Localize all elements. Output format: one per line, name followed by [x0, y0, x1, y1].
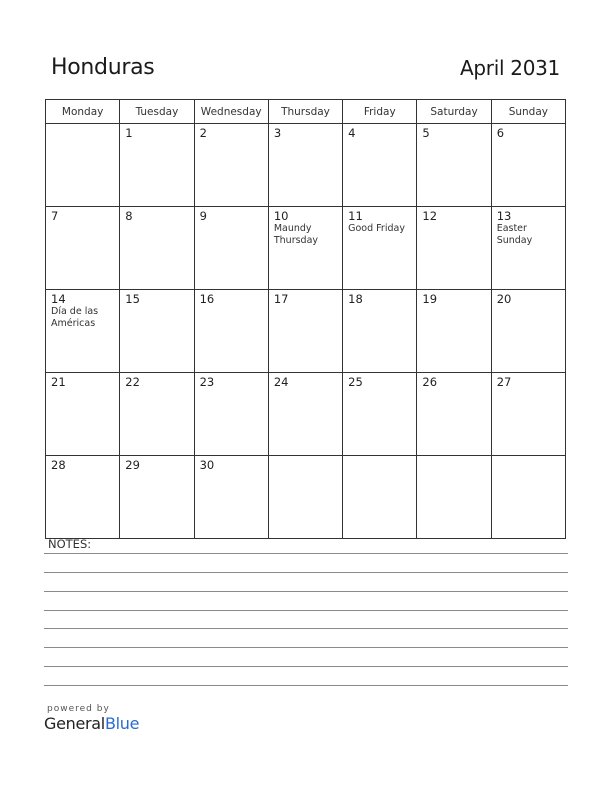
day-cell [343, 456, 417, 539]
weekday-wednesday: Wednesday [194, 100, 268, 124]
day-cell [343, 124, 417, 207]
powered-by-text: powered by [47, 704, 110, 714]
day-cell [194, 124, 268, 207]
holiday-label: Día de las Américas [51, 306, 99, 329]
note-line [44, 553, 568, 554]
day-cell [491, 373, 565, 456]
note-line [44, 610, 568, 611]
day-cell [343, 290, 417, 373]
day-number: 4 [348, 126, 356, 140]
day-number: 22 [125, 375, 140, 389]
day-number: 3 [273, 126, 282, 140]
day-cell [46, 373, 120, 456]
weekday-sunday: Sunday [491, 100, 565, 124]
day-cell [491, 456, 565, 539]
weekday-header-row [46, 100, 566, 124]
weekday-friday: Friday [343, 100, 417, 124]
day-cell [46, 124, 120, 207]
day-cell [417, 456, 491, 539]
day-cell [194, 290, 268, 373]
week-row [46, 456, 566, 539]
brand-logo [44, 704, 139, 734]
month-title: April 2031 [460, 56, 560, 80]
day-number: 5 [422, 126, 430, 140]
calendar-grid [45, 99, 566, 539]
week-row [46, 124, 566, 207]
day-number: 27 [496, 375, 512, 389]
brand-name-general: General [44, 714, 105, 733]
day-number: 21 [51, 375, 66, 389]
brand-name-blue: Blue [104, 714, 140, 733]
day-number: 14 [51, 292, 66, 306]
day-cell [194, 373, 268, 456]
day-cell [120, 124, 194, 207]
day-cell [417, 290, 491, 373]
day-cell [194, 207, 268, 290]
note-line [44, 647, 568, 648]
day-number: 26 [422, 375, 438, 389]
day-cell [120, 456, 194, 539]
day-cell [120, 207, 194, 290]
day-cell [491, 290, 565, 373]
day-number: 25 [348, 375, 363, 389]
holiday-label: Easter Sunday [496, 223, 533, 246]
note-line [44, 572, 568, 573]
weekday-tuesday: Tuesday [120, 100, 194, 124]
day-number: 13 [496, 209, 512, 223]
day-cell [417, 207, 491, 290]
day-cell [46, 456, 120, 539]
brand-name [44, 714, 139, 733]
note-line [44, 628, 568, 629]
note-line [44, 685, 568, 686]
day-number: 8 [125, 209, 133, 223]
day-number: 29 [125, 458, 140, 472]
day-number: 24 [273, 375, 289, 389]
day-cell [120, 290, 194, 373]
day-cell [194, 456, 268, 539]
day-number: 6 [496, 126, 505, 140]
day-number: 2 [199, 126, 207, 140]
day-cell [268, 290, 342, 373]
day-cell [268, 207, 342, 290]
weekday-monday: Monday [46, 100, 120, 124]
day-number: 10 [273, 209, 289, 223]
day-cell [268, 456, 342, 539]
day-number: 16 [199, 292, 215, 306]
holiday-label: Maundy Thursday [273, 223, 319, 246]
weekday-saturday: Saturday [417, 100, 491, 124]
day-number: 12 [422, 209, 438, 223]
day-cell [417, 124, 491, 207]
day-number: 11 [348, 209, 363, 223]
day-number: 18 [348, 292, 363, 306]
day-cell [268, 373, 342, 456]
day-number: 28 [51, 458, 66, 472]
note-line [44, 591, 568, 592]
day-number: 19 [422, 292, 438, 306]
day-number: 17 [273, 292, 289, 306]
day-number: 1 [125, 126, 133, 140]
day-cell [120, 373, 194, 456]
week-row [46, 207, 566, 290]
day-cell [491, 207, 565, 290]
day-cell [46, 290, 120, 373]
note-line [44, 666, 568, 667]
day-number: 7 [51, 209, 59, 223]
notes-label: NOTES: [48, 537, 92, 551]
week-row [46, 290, 566, 373]
day-number: 30 [199, 458, 215, 472]
weekday-thursday: Thursday [268, 100, 342, 124]
day-number: 9 [199, 209, 207, 223]
country-title: Honduras [51, 55, 155, 80]
week-row [46, 373, 566, 456]
day-cell [268, 124, 342, 207]
day-cell [343, 207, 417, 290]
day-cell [491, 124, 565, 207]
day-cell [343, 373, 417, 456]
holiday-label: Good Friday [348, 223, 405, 234]
day-cell [46, 207, 120, 290]
day-number: 15 [125, 292, 140, 306]
day-cell [417, 373, 491, 456]
day-number: 23 [199, 375, 215, 389]
day-number: 20 [496, 292, 512, 306]
